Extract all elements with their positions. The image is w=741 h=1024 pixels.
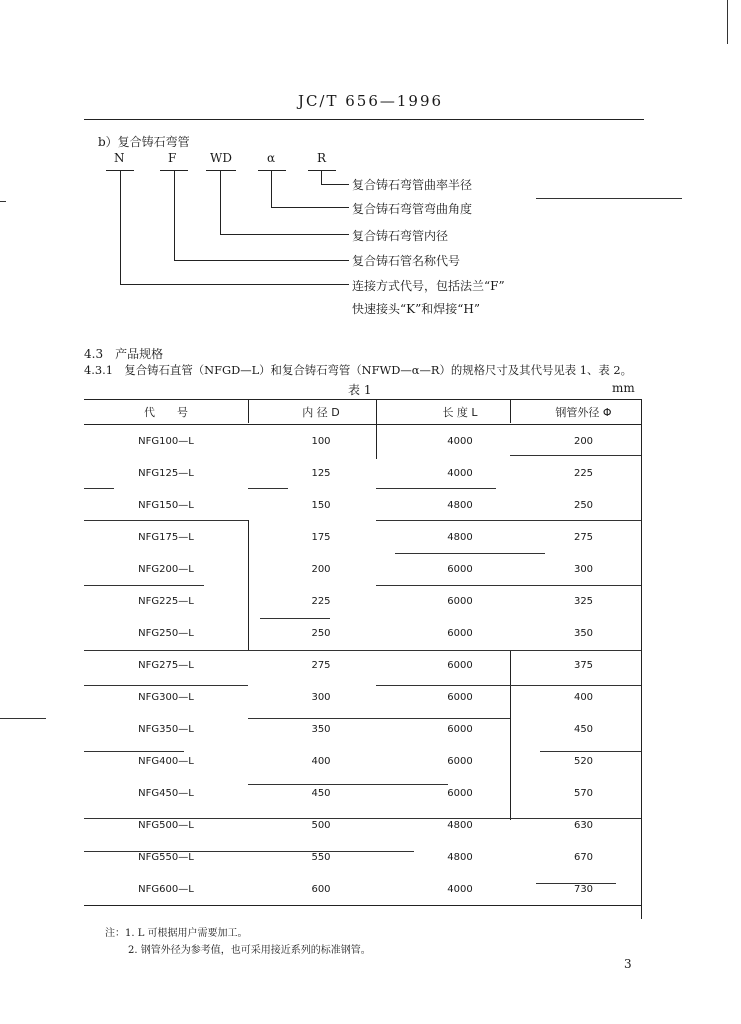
code-letter-n: N (114, 151, 125, 165)
cell-outer-diameter: 670 (573, 851, 594, 863)
cell-outer-diameter: 250 (573, 499, 594, 511)
cell-outer-diameter: 200 (573, 435, 594, 447)
label-connection-code: 连接方式代号，包括法兰“F” (352, 279, 505, 293)
table-row (84, 585, 641, 617)
row-separator (84, 650, 641, 651)
connector-r (321, 170, 322, 184)
cell-code: NFG225—L (138, 595, 194, 607)
cell-outer-diameter: 450 (573, 723, 594, 735)
underscore-r (308, 170, 336, 171)
cell-code: NFG500—L (138, 819, 194, 831)
cell-outer-diameter: 325 (573, 595, 594, 607)
cell-inner-diameter: 500 (311, 819, 331, 831)
table-row (84, 841, 641, 873)
cell-code: NFG450—L (138, 787, 194, 799)
cell-outer-diameter: 400 (573, 691, 594, 703)
row-separator (84, 520, 248, 521)
connector-alpha (271, 170, 272, 207)
table-row (84, 521, 641, 553)
cell-code: NFG550—L (138, 851, 194, 863)
cell-outer-diameter: 350 (573, 627, 594, 639)
cell-outer-diameter: 520 (573, 755, 594, 767)
cell-length: 4000 (447, 883, 473, 895)
header-code: 代 号 (84, 400, 248, 425)
row-separator (248, 718, 510, 719)
table-row (84, 649, 641, 681)
code-letter-alpha: α (267, 151, 276, 165)
cell-inner-diameter: 275 (311, 659, 331, 671)
code-letter-wd: WD (210, 151, 232, 165)
header-length: 长 度 L (394, 400, 526, 425)
connector-n (120, 170, 121, 284)
connector-f (174, 170, 175, 260)
cell-outer-diameter: 630 (573, 819, 594, 831)
table-vdivider (376, 399, 377, 459)
row-separator (395, 553, 545, 554)
table-right-border (641, 399, 642, 919)
cell-length: 6000 (447, 659, 473, 671)
cell-length: 4800 (447, 531, 473, 543)
label-name-code: 复合铸石管名称代号 (352, 254, 461, 268)
underscore-wd (206, 170, 236, 171)
cell-length: 6000 (447, 563, 473, 575)
row-separator (84, 851, 414, 852)
cell-outer-diameter: 225 (573, 467, 594, 479)
label-curvature-radius: 复合铸石弯管曲率半径 (352, 178, 473, 192)
cell-length: 4000 (447, 467, 473, 479)
table-row (84, 489, 641, 521)
cell-inner-diameter: 450 (311, 787, 331, 799)
row-separator (84, 751, 184, 752)
hline-n (120, 284, 349, 285)
cell-inner-diameter: 175 (311, 531, 331, 543)
section-431-text: 4.3.1 复合铸石直管（NFGD—L）和复合铸石弯管（NFWD—α—R）的规格尺寸及其代号见表 1、表 2。 (84, 363, 633, 377)
underscore-alpha (258, 170, 286, 171)
cell-inner-diameter: 600 (311, 883, 331, 895)
cell-inner-diameter: 550 (311, 851, 331, 863)
cell-length: 6000 (447, 723, 473, 735)
cell-code: NFG175—L (138, 531, 194, 543)
row-separator (510, 455, 641, 456)
cell-length: 6000 (447, 787, 473, 799)
cell-inner-diameter: 225 (311, 595, 331, 607)
table-header-row (84, 400, 641, 425)
cell-code: NFG350—L (138, 723, 194, 735)
note-1: 注：1. L 可根据用户需要加工。 (105, 928, 248, 939)
table-row (84, 777, 641, 809)
table-row (84, 617, 641, 649)
row-separator (248, 784, 448, 785)
hline-alpha (271, 207, 349, 208)
row-separator (260, 618, 330, 619)
connector-wd (220, 170, 221, 234)
cell-inner-diameter: 250 (311, 627, 331, 639)
cell-outer-diameter: 300 (573, 563, 594, 575)
table-vdivider (248, 399, 249, 423)
code-letter-r: R (317, 151, 327, 165)
document-header: JC/T 656—1996 (297, 92, 444, 110)
spec-table (84, 399, 641, 906)
row-separator (84, 585, 204, 586)
cell-length: 6000 (447, 691, 473, 703)
cell-outer-diameter: 730 (573, 883, 594, 895)
cell-code: NFG300—L (138, 691, 194, 703)
table-unit: mm (612, 381, 635, 395)
table-vdivider (510, 650, 511, 820)
cell-length: 6000 (447, 595, 473, 607)
scan-artifact-right (727, 0, 728, 44)
row-separator (248, 488, 288, 489)
cell-inner-diameter: 100 (311, 435, 331, 447)
row-separator (84, 685, 248, 686)
header-steel-outer-diameter: 钢管外径 Φ (526, 400, 641, 425)
cell-inner-diameter: 350 (311, 723, 331, 735)
cell-outer-diameter: 275 (573, 531, 594, 543)
table-row (84, 745, 641, 777)
cell-inner-diameter: 400 (311, 755, 331, 767)
cell-length: 4000 (447, 435, 473, 447)
cell-code: NFG150—L (138, 499, 194, 511)
code-letter-f: F (168, 151, 177, 165)
row-separator (84, 488, 114, 489)
cell-code: NFG100—L (138, 435, 194, 447)
cell-inner-diameter: 300 (311, 691, 331, 703)
table-caption: 表 1 (348, 383, 372, 397)
table-row (84, 553, 641, 585)
cell-code: NFG200—L (138, 563, 194, 575)
section-43-title: 4.3 产品规格 (84, 347, 164, 361)
scan-artifact-tick (0, 201, 6, 202)
header-rule (84, 119, 644, 120)
cell-length: 4800 (447, 499, 473, 511)
table-vdivider (248, 520, 249, 650)
cell-length: 4800 (447, 851, 473, 863)
row-separator (84, 818, 641, 819)
table-row (84, 873, 641, 906)
table-row (84, 809, 641, 841)
label-inner-diameter: 复合铸石弯管内径 (352, 229, 449, 243)
cell-outer-diameter: 375 (573, 659, 594, 671)
row-separator (540, 751, 641, 752)
cell-inner-diameter: 200 (311, 563, 331, 575)
row-separator (376, 585, 641, 586)
label-connection-code-cont: 快速接头“K”和焊接“H” (352, 302, 480, 316)
hline-r (321, 184, 349, 185)
cell-inner-diameter: 125 (311, 467, 331, 479)
table-row (84, 425, 641, 458)
table-row (84, 457, 641, 489)
hline-f (174, 260, 349, 261)
cell-inner-diameter: 150 (311, 499, 331, 511)
row-separator (376, 520, 641, 521)
scan-artifact-line (536, 198, 682, 199)
header-inner-diameter: 内 径 D (248, 400, 394, 425)
page-number: 3 (624, 957, 632, 971)
cell-outer-diameter: 570 (573, 787, 594, 799)
cell-length: 4800 (447, 819, 473, 831)
cell-code: NFG125—L (138, 467, 194, 479)
cell-code: NFG275—L (138, 659, 194, 671)
cell-length: 6000 (447, 627, 473, 639)
hline-wd (220, 234, 349, 235)
cell-code: NFG600—L (138, 883, 194, 895)
row-separator (376, 488, 496, 489)
table-vdivider (510, 399, 511, 423)
note-2: 2. 钢管外径为参考值，也可采用接近系列的标准钢管。 (128, 945, 371, 956)
row-separator (536, 883, 616, 884)
row-separator (376, 685, 641, 686)
scan-artifact-left (0, 718, 46, 719)
cell-code: NFG400—L (138, 755, 194, 767)
label-bend-angle: 复合铸石弯管弯曲角度 (352, 202, 473, 216)
cell-length: 6000 (447, 755, 473, 767)
cell-code: NFG250—L (138, 627, 194, 639)
section-b-title: b）复合铸石弯管 (98, 135, 190, 149)
